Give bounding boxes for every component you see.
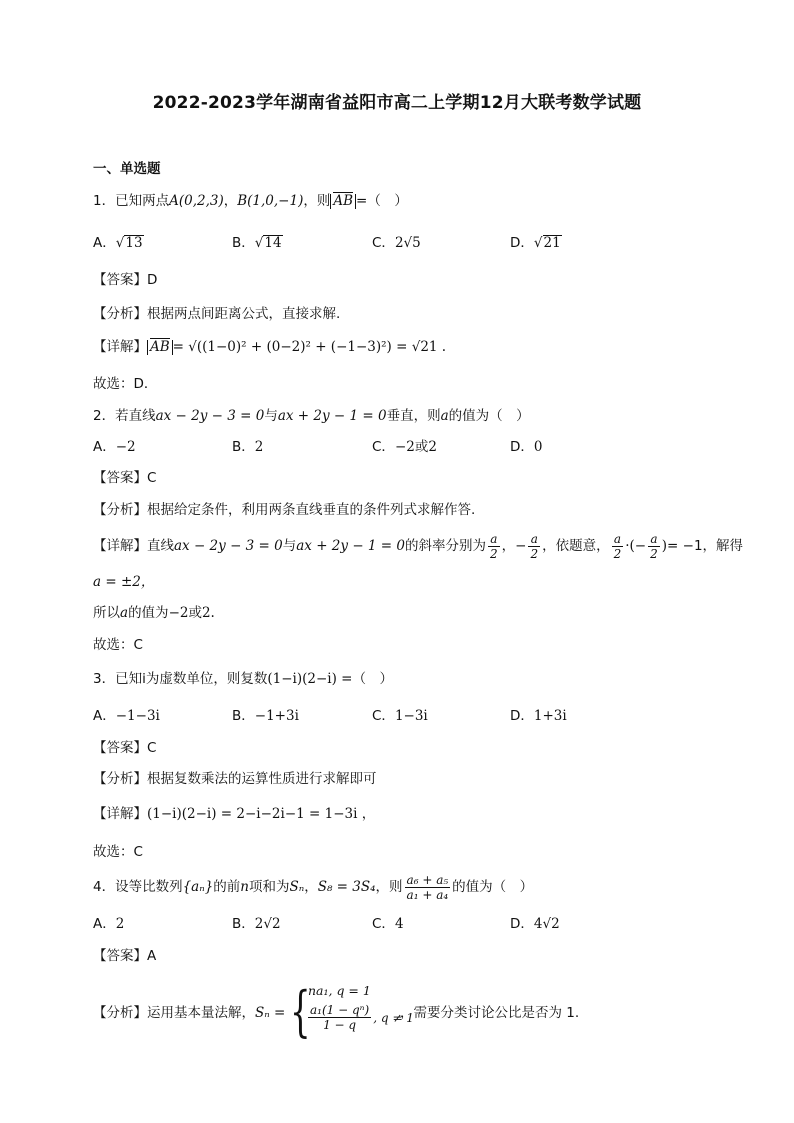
q1-choose: 故选：D． — [93, 376, 158, 392]
q3-option-a: A．−1−3i — [93, 708, 160, 724]
q2-detail-result: a = ±2， — [93, 574, 155, 590]
q2-analysis: 【分析】根据给定条件，利用两条直线垂直的条件列式求解作答. — [93, 502, 476, 518]
section-heading: 一、单选题 — [93, 161, 161, 177]
q1-detail: 【详解】 AB = √((1−0)² + (0−2)² + (−1−3)²) = √21 . — [93, 339, 447, 355]
q3-detail: 【详解】(1−i)(2−i) = 2−i−2i−1 = 1−3i ， — [93, 806, 376, 822]
q2-detail: 【详解】直线ax − 2y − 3 = 0与ax + 2y − 1 = 0的斜率分别为 $\frac{a}{2}$ ，− $\frac{a}{2}$ ，依题意， $\frac{a}{2}$ ·(− $\frac{a}{2}$ )= −1，解得 — [93, 531, 744, 561]
q1-answer: 【答案】D — [93, 272, 158, 288]
q3-option-c: C．1−3i — [372, 708, 428, 724]
vector-ab-abs: AB — [330, 194, 356, 209]
q3-analysis: 【分析】根据复数乘法的运算性质进行求解即可 — [93, 771, 377, 787]
q2-choose: 故选：C — [93, 637, 143, 653]
page-title: 2022-2023学年湖南省益阳市高二上学期12月大联考数学试题 — [152, 93, 642, 113]
q2-option-a: A．−2 — [93, 439, 136, 455]
q4-answer: 【答案】A — [93, 948, 157, 964]
q1-analysis: 【分析】根据两点间距离公式，直接求解. — [93, 306, 341, 322]
q1-option-b: B．√14 — [232, 235, 282, 251]
q2-stem: 2．若直线ax − 2y − 3 = 0与ax + 2y − 1 = 0垂直，则a的值为（ ） — [93, 408, 530, 424]
q4-analysis: 【分析】运用基本量法解，Sₙ = — [93, 1005, 286, 1021]
q3-choose: 故选：C — [93, 844, 143, 860]
q3-answer: 【答案】C — [93, 740, 157, 756]
q2-option-d: D．0 — [510, 439, 543, 455]
q3-option-d: D．1+3i — [510, 708, 567, 724]
q3-stem: 3．已知i为虚数单位，则复数(1−i)(2−i) =（ ） — [93, 671, 393, 687]
q1-option-c: C．2√5 — [372, 235, 421, 251]
q4-fraction: $\frac{\text{a₆ + a₅}}{\text{a₁ + a₄}}$ — [406, 872, 449, 902]
q4-option-c: C．4 — [372, 916, 404, 932]
q1-option-d: D．√21 — [510, 235, 561, 251]
q2-option-b: B．2 — [232, 439, 264, 455]
q4-option-b: B．2√2 — [232, 916, 281, 932]
q4-option-a: A．2 — [93, 916, 125, 932]
q1-option-a: A．√13 — [93, 235, 143, 251]
q2-detail-conclusion: 所以a的值为−2或2. — [93, 605, 215, 621]
q2-option-c: C．−2或2 — [372, 439, 437, 455]
q2-answer: 【答案】C — [93, 470, 157, 486]
q4-analysis-tail: ，需要分类讨论公比是否为 1. — [400, 1005, 580, 1021]
q4-option-d: D．4√2 — [510, 916, 560, 932]
q3-option-b: B．−1+3i — [232, 708, 299, 724]
brace-symbol: { — [290, 980, 311, 1043]
q4-stem: 4．设等比数列{aₙ}的前n项和为Sₙ，S₈ = 3S₄，则 $\frac{\text{a₆ + a₅}}{\text{a₁ + a₄}}$ 的值为（ ） — [93, 872, 534, 902]
q4-piecewise: { na₁, q = 1 $\frac{\text{a₁(1 − qⁿ)}}{1 - q}$ , q ≠ 1 — [290, 980, 414, 1043]
q1-stem: 1．已知两点A(0,2,3)，B(1,0,−1)，则 AB =（ ） — [93, 193, 408, 209]
